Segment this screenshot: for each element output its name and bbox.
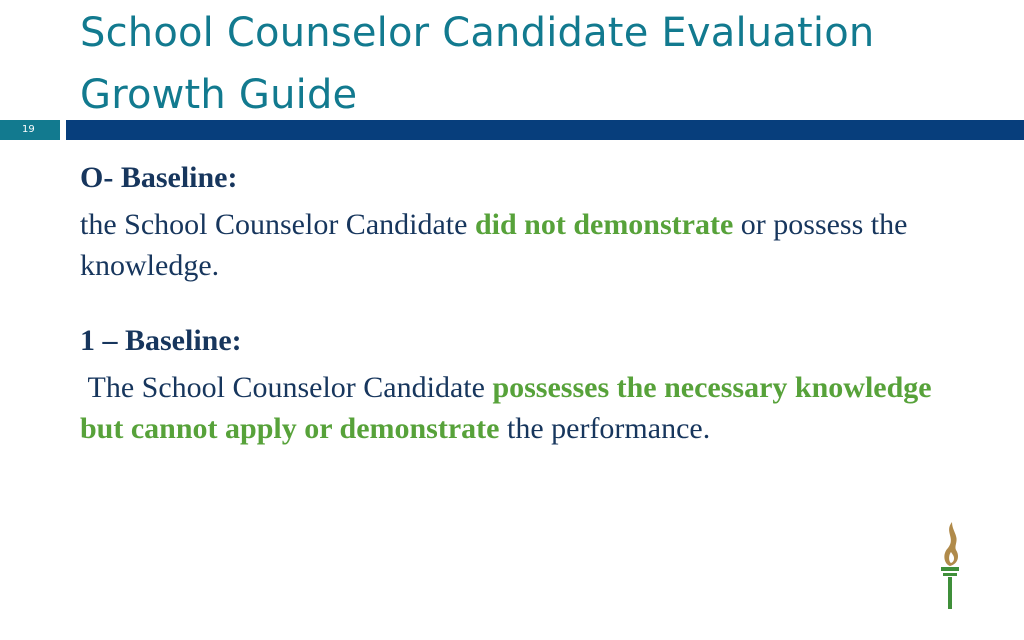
level-1-heading: 1 – Baseline: <box>80 324 242 357</box>
level-0-highlight: did not demonstrate <box>474 208 734 241</box>
torch-icon <box>930 520 970 612</box>
slide-title-line-1: School Counselor Candidate Evaluation <box>80 10 875 56</box>
level-0-heading: O- Baseline: <box>80 161 238 194</box>
level-0-text-before: the School Counselor Candidate <box>80 208 475 241</box>
slide-number: 19 <box>0 120 60 140</box>
torch-cup-top <box>941 567 959 571</box>
level-0-block <box>80 158 980 286</box>
level-1-text-before: The School Counselor Candidate <box>80 371 493 404</box>
level-1-highlight: possesses the necessary knowledge but cannot apply or demonstrate <box>80 371 932 445</box>
torch-handle <box>948 577 952 609</box>
level-1-text-after: the performance. <box>499 412 711 445</box>
level-0-description <box>80 204 980 286</box>
slide-title <box>80 2 980 126</box>
torch-cup-band <box>943 573 957 576</box>
slide-title-line-2: Growth Guide <box>80 72 358 118</box>
header-rule-bar <box>66 120 1024 140</box>
slide-body <box>80 158 980 449</box>
level-0-text-after: or possess the knowledge. <box>80 208 908 282</box>
level-1-block <box>80 321 980 449</box>
level-1-description <box>80 367 980 449</box>
